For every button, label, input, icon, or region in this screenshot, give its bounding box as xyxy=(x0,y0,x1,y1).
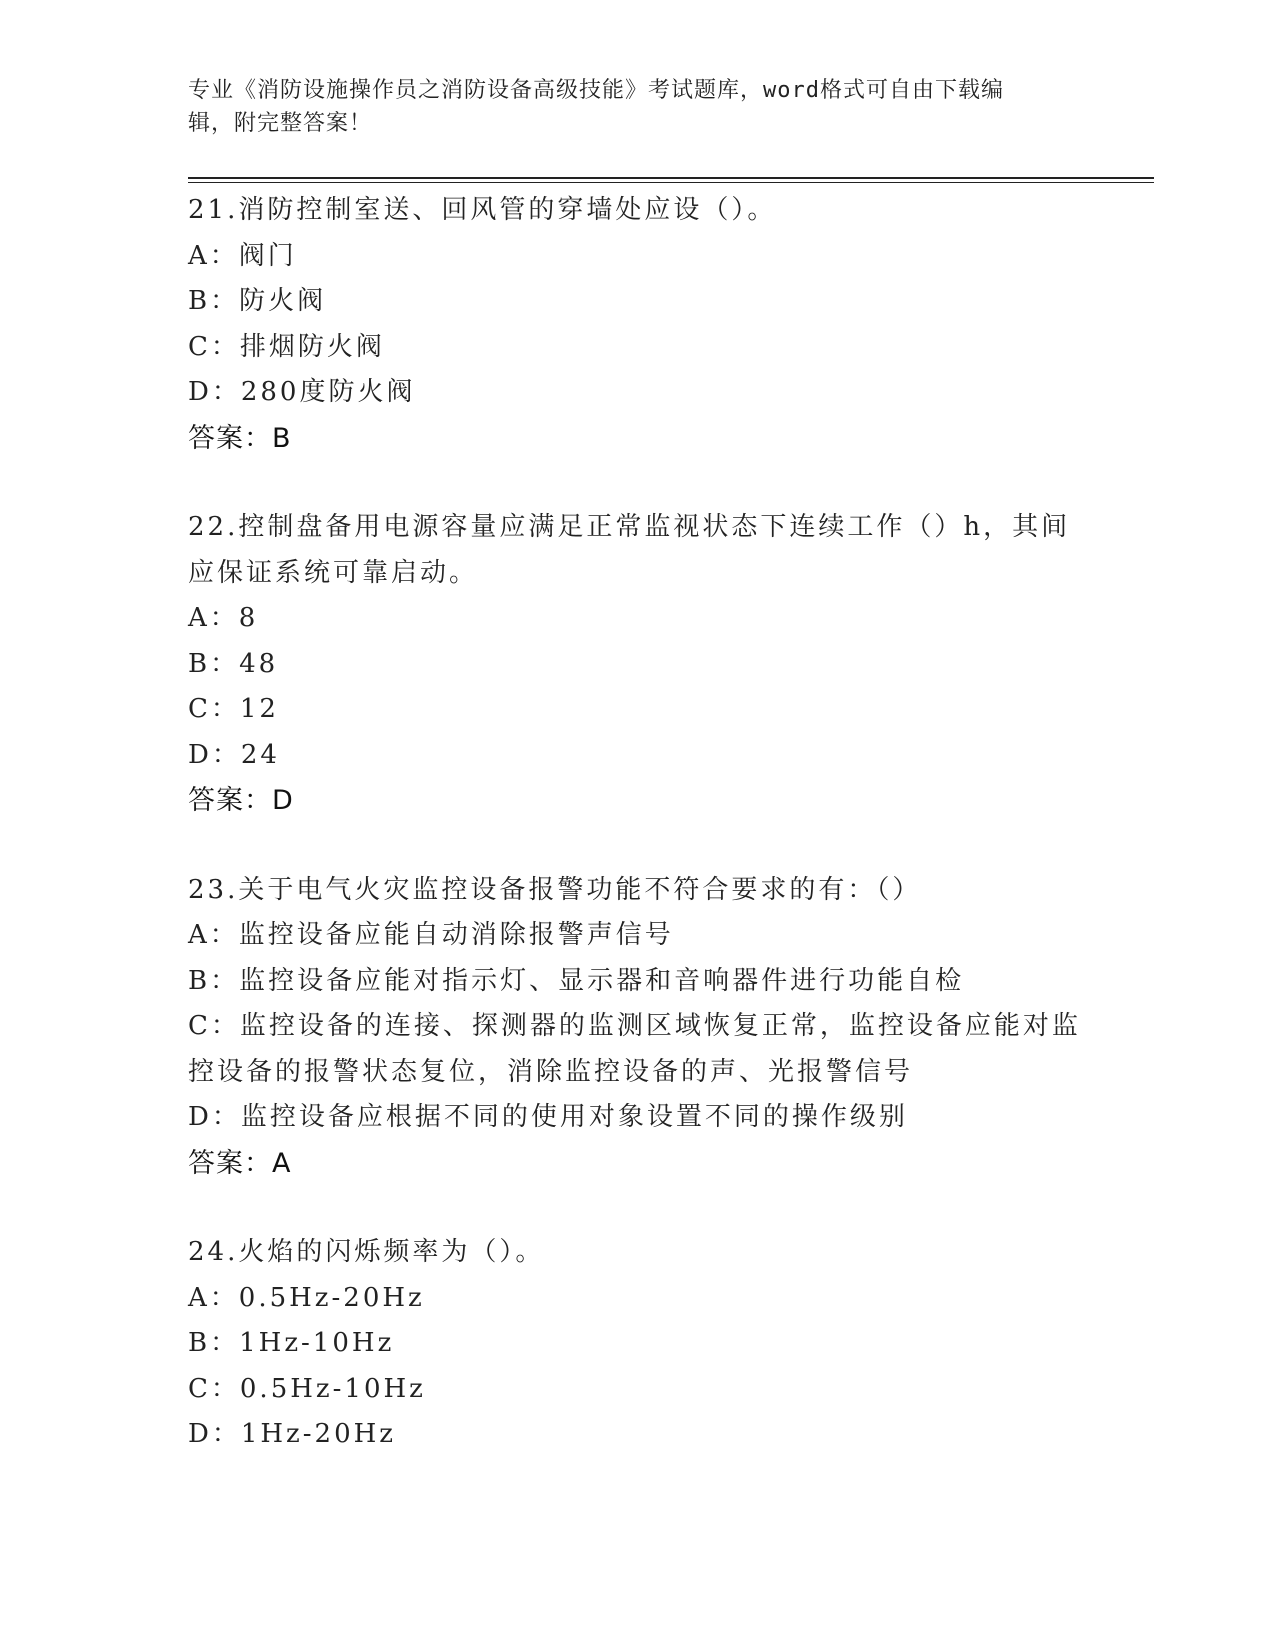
question-stem: 23.关于电气火灾监控设备报警功能不符合要求的有：（） xyxy=(188,874,922,905)
option-d: D：监控设备应根据不同的使用对象设置不同的操作级别 xyxy=(188,1102,908,1132)
header-divider-thick xyxy=(188,177,1154,179)
answer-line: 答案：D xyxy=(188,785,294,816)
header-line-1: 专业《消防设施操作员之消防设备高级技能》考试题库，word格式可自由下载编 xyxy=(188,78,1004,103)
question-21 xyxy=(188,188,1088,461)
answer-line: 答案：A xyxy=(188,1147,292,1179)
option-a: A：阀门 xyxy=(188,240,297,271)
option-c: C：12 xyxy=(188,694,279,724)
question-23 xyxy=(188,868,1088,1187)
question-list xyxy=(188,188,1088,1502)
option-a: A：监控设备应能自动消除报警声信号 xyxy=(188,920,674,950)
question-stem: 24.火焰的闪烁频率为（）。 xyxy=(188,1237,545,1267)
option-c: C：监控设备的连接、探测器的监测区域恢复正常，监控设备应能对监 xyxy=(188,1011,1081,1041)
answer-line: 答案：B xyxy=(188,422,292,454)
question-stem-continued: 应保证系统可靠启动。 xyxy=(188,557,479,588)
option-b: B：防火阀 xyxy=(188,286,327,316)
document-header xyxy=(188,74,1068,140)
option-c: C：排烟防火阀 xyxy=(188,331,385,362)
question-24 xyxy=(188,1230,1088,1458)
header-divider-thin xyxy=(188,182,1154,183)
option-c-continued: 控设备的报警状态复位，消除监控设备的声、光报警信号 xyxy=(188,1056,914,1087)
option-d: D：24 xyxy=(188,739,280,770)
header-line-2: 辑，附完整答案！ xyxy=(188,111,373,136)
option-c: C：0.5Hz-10Hz xyxy=(188,1373,426,1404)
option-d: D：280度防火阀 xyxy=(188,377,416,407)
question-stem: 21.消防控制室送、回风管的穿墙处应设（）。 xyxy=(188,195,777,225)
question-22 xyxy=(188,505,1088,824)
option-a: A：8 xyxy=(188,603,259,633)
option-d: D：1Hz-20Hz xyxy=(188,1419,397,1449)
option-b: B：48 xyxy=(188,648,279,679)
option-b: B：监控设备应能对指示灯、显示器和音响器件进行功能自检 xyxy=(188,965,965,996)
question-stem: 22.控制盘备用电源容量应满足正常监视状态下连续工作（）h，其间 xyxy=(188,512,1071,542)
option-a: A：0.5Hz-20Hz xyxy=(188,1282,425,1313)
option-b: B：1Hz-10Hz xyxy=(188,1328,395,1358)
